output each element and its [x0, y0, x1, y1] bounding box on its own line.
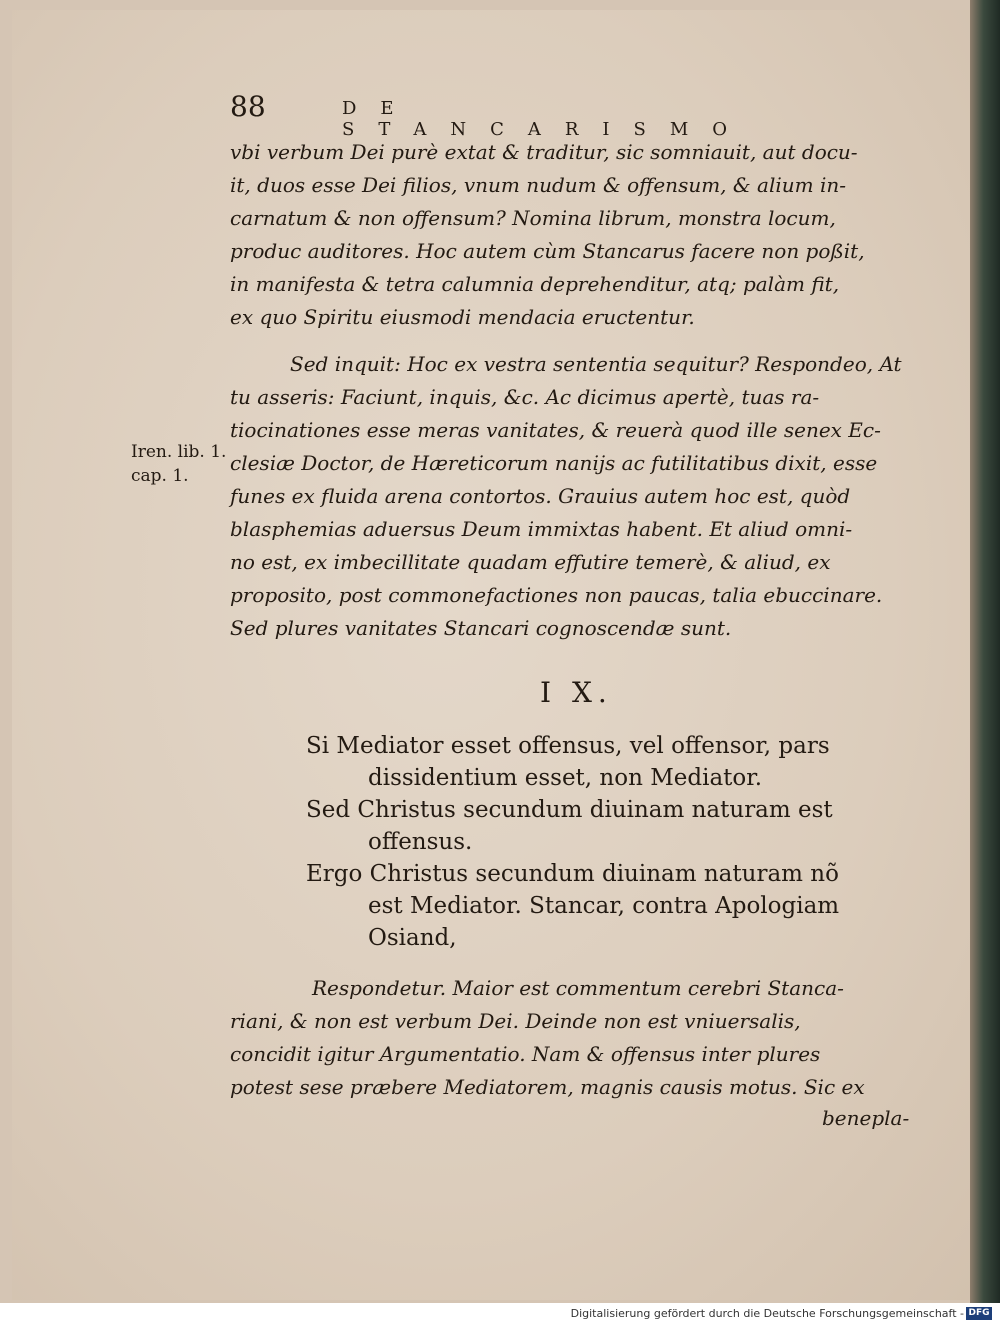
- page-number: 88: [230, 90, 266, 123]
- syllogism-line: Osiand,: [368, 925, 457, 951]
- text-line: no est, ex imbecillitate quadam effutire temerè, & aliud, ex: [230, 550, 831, 574]
- syllogism-line: est Mediator. Stancar, contra Apologiam: [368, 893, 840, 919]
- syllogism-line: Ergo Christus secundum diuinam naturam nõ: [306, 861, 839, 887]
- text-line: concidit igitur Argumentatio. Nam & offensus inter plures: [230, 1042, 821, 1066]
- marginal-note: [131, 440, 241, 488]
- section-heading: I X.: [540, 676, 613, 709]
- paragraph-1: [230, 136, 900, 334]
- funding-credit: Digitalisierung gefördert durch die Deutsche Forschungsgemeinschaft -: [570, 1307, 964, 1320]
- running-title: DE STANCARISMO: [342, 98, 752, 140]
- catchword: benepla-: [822, 1106, 910, 1130]
- marginal-note-line: cap. 1.: [131, 466, 189, 486]
- text-line: ex quo Spiritu eiusmodi mendacia eructentur.: [230, 305, 695, 329]
- paragraph-3: [230, 972, 900, 1104]
- text-line: produc auditores. Hoc autem cùm Stancarus facere non poßit,: [230, 239, 865, 263]
- text-line: riani, & non est verbum Dei. Deinde non est vniuersalis,: [230, 1009, 801, 1033]
- text-line: Sed plures vanitates Stancari cognoscendæ sunt.: [230, 616, 732, 640]
- text-line: proposito, post commonefactiones non paucas, talia ebuccinare.: [230, 583, 883, 607]
- text-line: Respondetur. Maior est commentum cerebri Stanca-: [312, 976, 844, 1000]
- syllogism-line: Si Mediator esset offensus, vel offensor, pars: [306, 733, 830, 759]
- digitization-footer: [0, 1303, 1000, 1325]
- text-line: potest sese præbere Mediatorem, magnis causis motus. Sic ex: [230, 1075, 865, 1099]
- marginal-note-line: Iren. lib. 1.: [131, 442, 227, 462]
- syllogism-line: dissidentium esset, non Mediator.: [368, 765, 763, 791]
- text-line: tu asseris: Faciunt, inquis, &c. Ac dicimus apertè, tuas ra-: [230, 385, 820, 409]
- text-line: Sed inquit: Hoc ex vestra sententia sequitur? Respondeo, At: [290, 352, 902, 376]
- text-line: it, duos esse Dei filios, vnum nudum & offensum, & alium in-: [230, 173, 847, 197]
- text-line: tiocinationes esse meras vanitates, & reuerà quod ille senex Ec-: [230, 418, 881, 442]
- syllogism: [306, 730, 866, 954]
- text-line: clesiæ Doctor, de Hæreticorum nanijs ac futilitatibus dixit, esse: [230, 451, 878, 475]
- book-spine: [970, 0, 1000, 1303]
- syllogism-line: Sed Christus secundum diuinam naturam est: [306, 797, 833, 823]
- paragraph-2: [230, 348, 900, 645]
- page-header: [222, 90, 822, 140]
- text-line: carnatum & non offensum? Nomina librum, monstra locum,: [230, 206, 836, 230]
- text-line: vbi verbum Dei purè extat & traditur, sic somniauit, aut docu-: [230, 140, 858, 164]
- syllogism-line: offensus.: [368, 829, 473, 855]
- text-line: blasphemias aduersus Deum immixtas habent. Et aliud omni-: [230, 517, 853, 541]
- dfg-logo-icon: DFG: [966, 1307, 992, 1320]
- text-line: in manifesta & tetra calumnia deprehenditur, atq; palàm fit,: [230, 272, 840, 296]
- text-line: funes ex fluida arena contortos. Grauius autem hoc est, quòd: [230, 484, 851, 508]
